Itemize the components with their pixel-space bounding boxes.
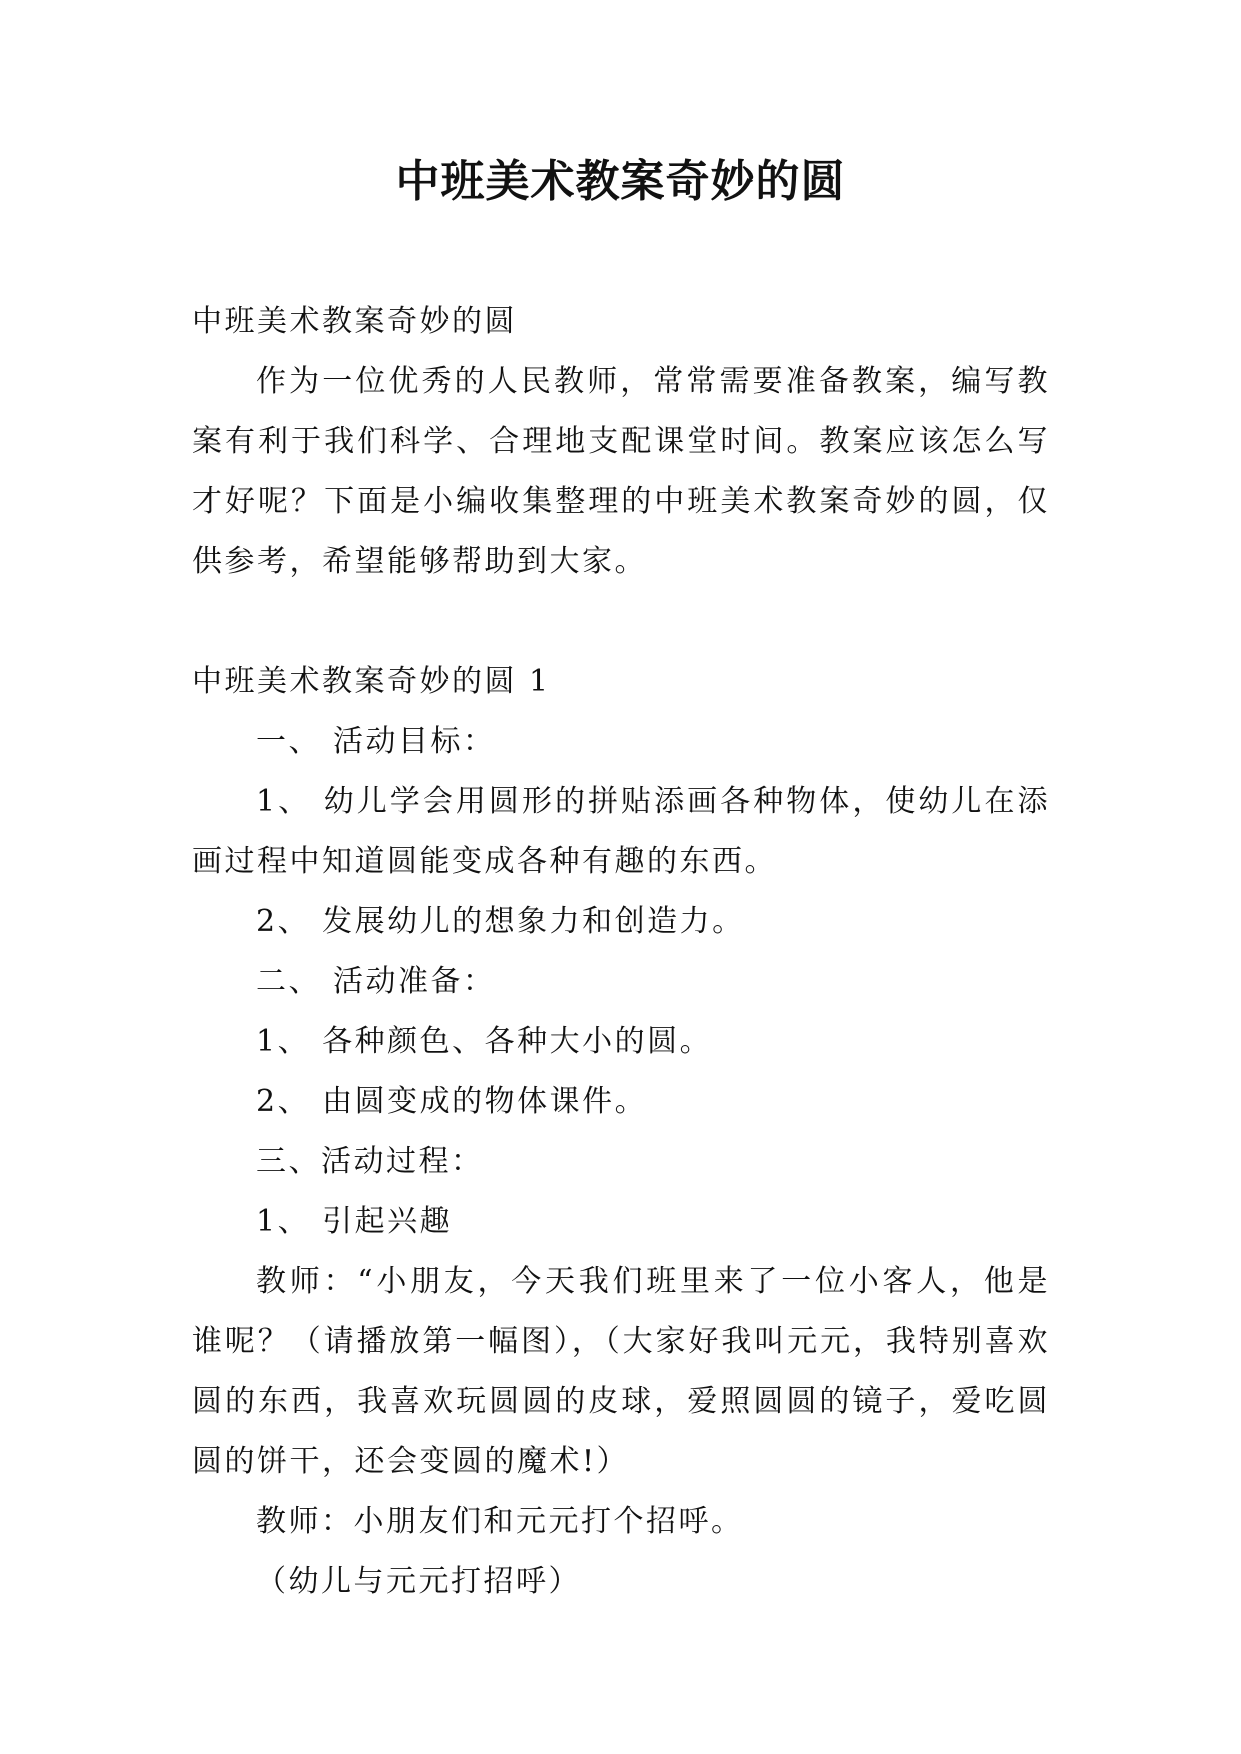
heading-activity-process: 三、活动过程：	[256, 1144, 484, 1179]
heading-activity-prep: 二、 活动准备：	[256, 964, 496, 999]
goal-item-2: 2、 发展幼儿的想象力和创造力。	[256, 904, 745, 939]
section-heading: 中班美术教案奇妙的圆 1	[192, 664, 551, 699]
paragraph-subtitle: 中班美术教案奇妙的圆	[192, 304, 517, 339]
heading-activity-goals: 一、 活动目标：	[256, 724, 496, 759]
teacher-dialogue-1: 教师：“小朋友，今天我们班里来了一位小客人，他是谁呢？（请播放第一幅图），（大家好我叫元元，我特别喜欢圆的东西，我喜欢玩圆圆的皮球，爱照圆圆的镜子，爱吃圆圆的饼干，还会变圆的魔术!）	[192, 1264, 1050, 1479]
prep-item-2: 2、 由圆变成的物体课件。	[256, 1084, 648, 1119]
document-body	[192, 292, 1050, 1612]
prep-item-1: 1、 各种颜色、各种大小的圆。	[256, 1024, 713, 1059]
process-step-1: 1、 引起兴趣	[256, 1204, 453, 1239]
paragraph-gap	[192, 592, 1050, 652]
stage-direction: （幼儿与元元打招呼）	[256, 1564, 581, 1599]
document-title: 中班美术教案奇妙的圆	[395, 156, 846, 207]
paragraph-intro: 作为一位优秀的人民教师，常常需要准备教案，编写教案有利于我们科学、合理地支配课堂时间。教案应该怎么写才好呢？下面是小编收集整理的中班美术教案奇妙的圆，仅供参考，希望能够帮助到大家。	[192, 364, 1050, 579]
teacher-dialogue-2: 教师：小朋友们和元元打个招呼。	[256, 1504, 744, 1539]
goal-item-1: 1、 幼儿学会用圆形的拼贴添画各种物体，使幼儿在添画过程中知道圆能变成各种有趣的东西。	[192, 784, 1050, 879]
